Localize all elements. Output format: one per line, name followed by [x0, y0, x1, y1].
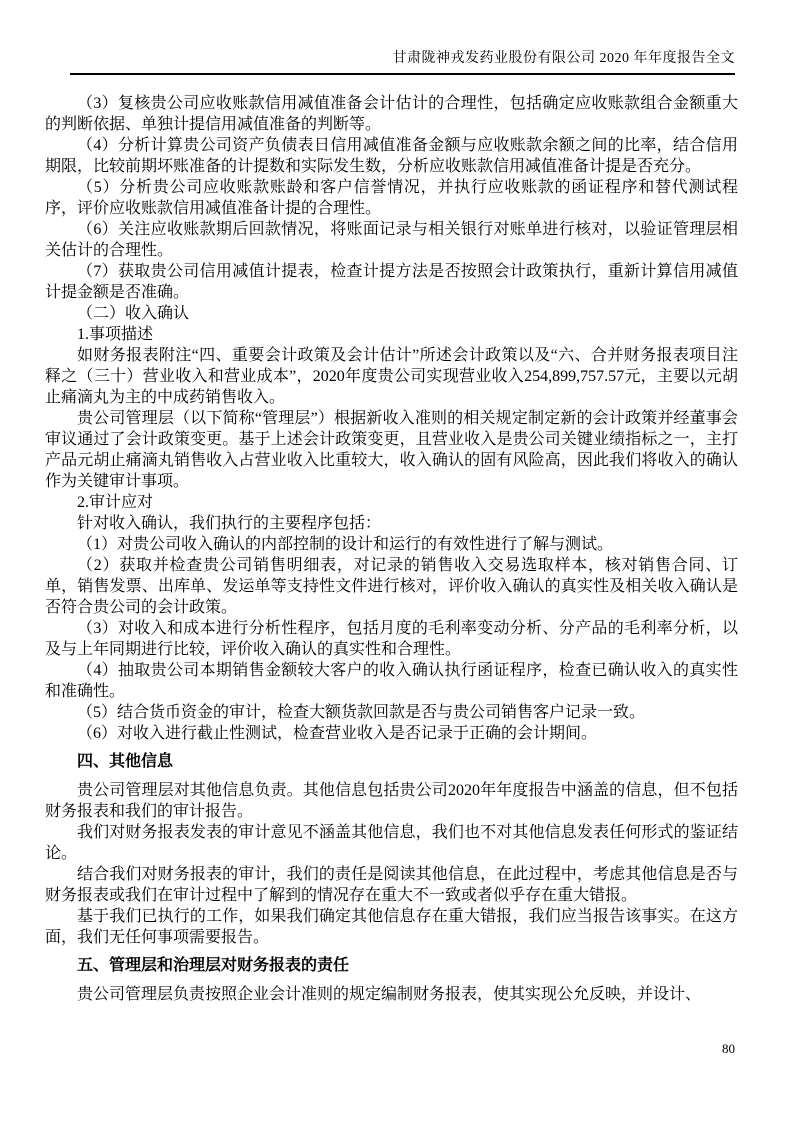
paragraph: 我们对财务报表发表的审计意见不涵盖其他信息，我们也不对其他信息发表任何形式的鉴证结论。 — [45, 824, 738, 862]
paragraph: （2）获取并检查贵公司销售明细表，对记录的销售收入交易选取样本，核对销售合同、订单，销售发票、出库单、发运单等支持性文件进行核对，评价收入确认的真实性及相关收入确认是否符合贵公司的会计政策。 — [45, 557, 738, 616]
paragraph: （5）结合货币资金的审计，检查大额货款回款是否与贵公司销售客户记录一致。 — [77, 704, 646, 721]
paragraph: （3）对收入和成本进行分析性程序，包括月度的毛利率变动分析、分产品的毛利率分析，以及与上年同期进行比较，评价收入确认的真实性和合理性。 — [45, 620, 738, 658]
paragraph: 贵公司管理层负责按照企业会计准则的规定编制财务报表，使其实现公允反映，并设计、 — [77, 986, 702, 1003]
paragraph: 如财务报表附注“四、重要会计政策及会计估计”所述会计政策以及“六、合并财务报表项目注释之（三十）营业收入和营业成本”，2020年度贵公司实现营业收入254,899,757.57元，主要以元胡止痛滴丸为主的中成药销售收入。 — [45, 347, 738, 406]
paragraph: （6）对收入进行截止性测试，检查营业收入是否记录于正确的会计期间。 — [77, 725, 598, 742]
paragraph: 结合我们对财务报表的审计，我们的责任是阅读其他信息，在此过程中，考虑其他信息是否与财务报表或我们在审计过程中了解到的情况存在重大不一致或者似乎存在重大错报。 — [45, 866, 738, 904]
paragraph: （3）复核贵公司应收账款信用减值准备会计估计的合理性，包括确定应收账款组合金额重大的判断依据、单独计提信用减值准备的判断等。 — [45, 95, 738, 133]
paragraph: （6）关注应收账款期后回款情况，将账面记录与相关银行对账单进行核对，以验证管理层相关估计的合理性。 — [45, 221, 738, 259]
page-header-title: 甘肃陇神戎发药业股份有限公司 2020 年年度报告全文 — [392, 51, 735, 66]
paragraph: （5）分析贵公司应收账款账龄和客户信誉情况，并执行应收账款的函证程序和替代测试程序，评价应收账款信用减值准备计提的合理性。 — [45, 179, 738, 217]
section-heading: 五、管理层和治理层对财务报表的责任 — [77, 957, 350, 974]
paragraph: 针对收入确认，我们执行的主要程序包括： — [77, 515, 382, 532]
paragraph: 基于我们已执行的工作，如果我们确定其他信息存在重大错报，我们应当报告该事实。在这方面，我们无任何事项需要报告。 — [45, 908, 738, 946]
paragraph: （1）对贵公司收入确认的内部控制的设计和运行的有效性进行了解与测试。 — [77, 536, 614, 553]
paragraph: （4）抽取贵公司本期销售金额较大客户的收入确认执行函证程序，检查已确认收入的真实性和准确性。 — [45, 662, 738, 700]
section-heading: 四、其他信息 — [77, 753, 174, 770]
page-header — [70, 50, 735, 75]
paragraph: （二）收入确认 — [77, 305, 190, 322]
paragraph: 贵公司管理层对其他信息负责。其他信息包括贵公司2020年年度报告中涵盖的信息，但不包括财务报表和我们的审计报告。 — [45, 782, 738, 820]
page-number: 80 — [722, 1041, 735, 1056]
document-body — [45, 93, 738, 1005]
paragraph: （7）获取贵公司信用减值计提表，检查计提方法是否按照会计政策执行，重新计算信用减值计提金额是否准确。 — [45, 263, 738, 301]
paragraph: 1.事项描述 — [77, 326, 154, 343]
paragraph: 贵公司管理层（以下简称“管理层”）根据新收入准则的相关规定制定新的会计政策并经董事会审议通过了会计政策变更。基于上述会计政策变更，且营业收入是贵公司关键业绩指标之一，主打产品元胡止痛滴丸销售收入占营业收入比重较大，收入确认的固有风险高，因此我们将收入的确认作为关键审计事项。 — [45, 410, 738, 490]
paragraph: 2.审计应对 — [77, 494, 154, 511]
paragraph: （4）分析计算贵公司资产负债表日信用减值准备金额与应收账款余额之间的比率，结合信用期限，比较前期坏账准备的计提数和实际发生数，分析应收账款信用减值准备计提是否充分。 — [45, 137, 738, 175]
